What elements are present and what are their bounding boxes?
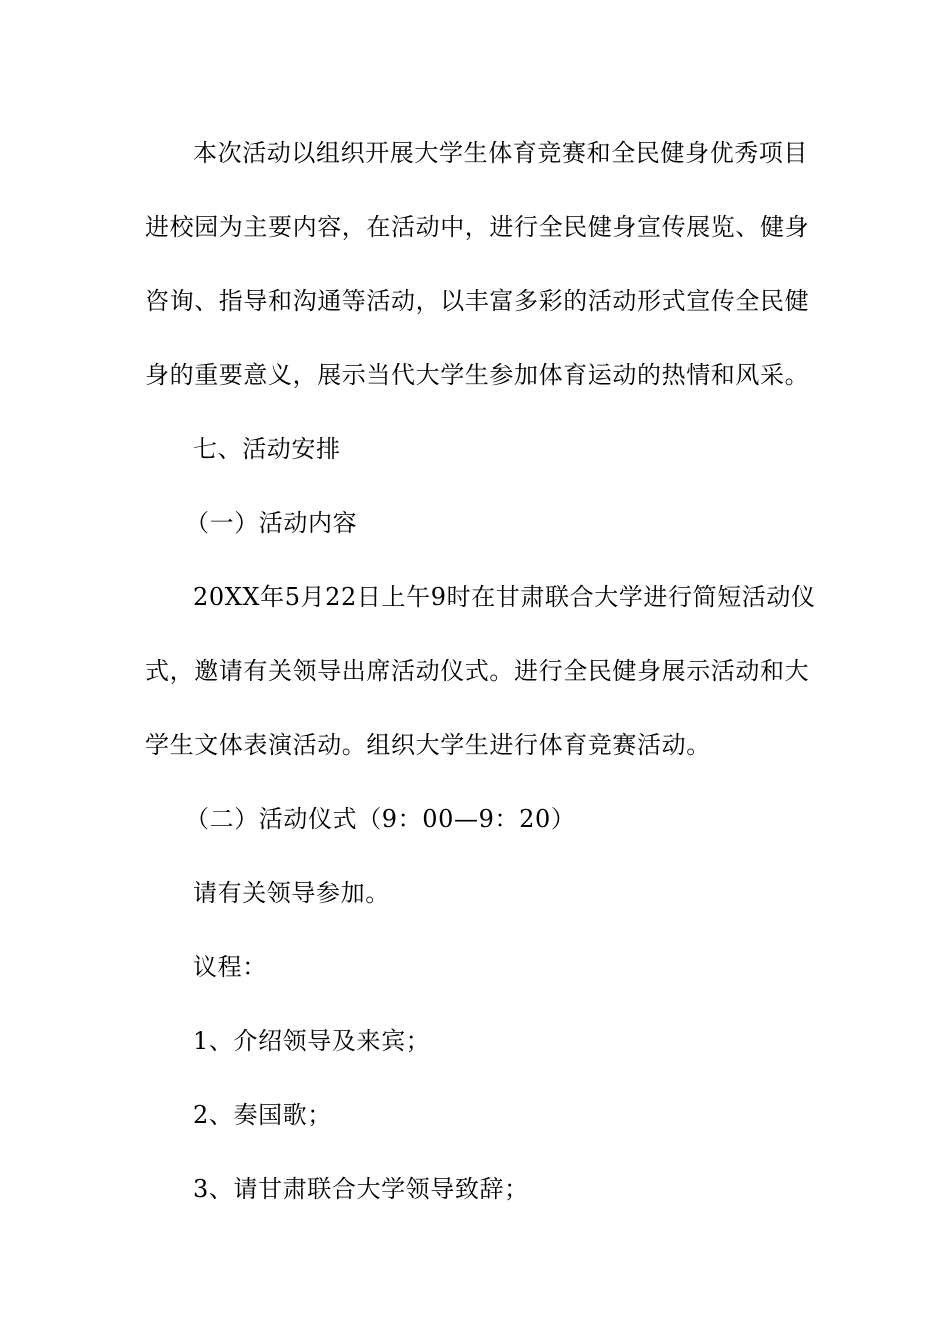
paragraph-2-line-1: 20XX年5月22日上午9时在甘肃联合大学进行简短活动仪 bbox=[193, 583, 816, 611]
paragraph-1-line-2: 进校园为主要内容，在活动中，进行全民健身宣传展览、健身 bbox=[145, 213, 810, 241]
paragraph-1-line-3: 咨询、指导和沟通等活动，以丰富多彩的活动形式宣传全民健 bbox=[145, 287, 810, 315]
invite-line: 请有关领导参加。 bbox=[193, 879, 390, 907]
paragraph-2-line-3: 学生文体表演活动。组织大学生进行体育竞赛活动。 bbox=[145, 731, 711, 759]
agenda-item-2: 2、奏国歌； bbox=[193, 1101, 332, 1129]
agenda-label: 议程： bbox=[193, 953, 267, 981]
agenda-item-3: 3、请甘肃联合大学领导致辞； bbox=[193, 1175, 529, 1203]
paragraph-1-line-1: 本次活动以组织开展大学生体育竞赛和全民健身优秀项目 bbox=[193, 139, 808, 167]
paragraph-2-line-2: 式，邀请有关领导出席活动仪式。进行全民健身展示活动和大 bbox=[145, 657, 810, 685]
paragraph-1-line-4: 身的重要意义，展示当代大学生参加体育运动的热情和风采。 bbox=[145, 361, 810, 389]
subsection-1-heading: （一）活动内容 bbox=[185, 509, 358, 537]
section-7-heading: 七、活动安排 bbox=[193, 435, 341, 463]
agenda-item-1: 1、介绍领导及来宾； bbox=[193, 1027, 431, 1055]
subsection-2-heading: （二）活动仪式（9：00—9：20） bbox=[185, 805, 576, 833]
